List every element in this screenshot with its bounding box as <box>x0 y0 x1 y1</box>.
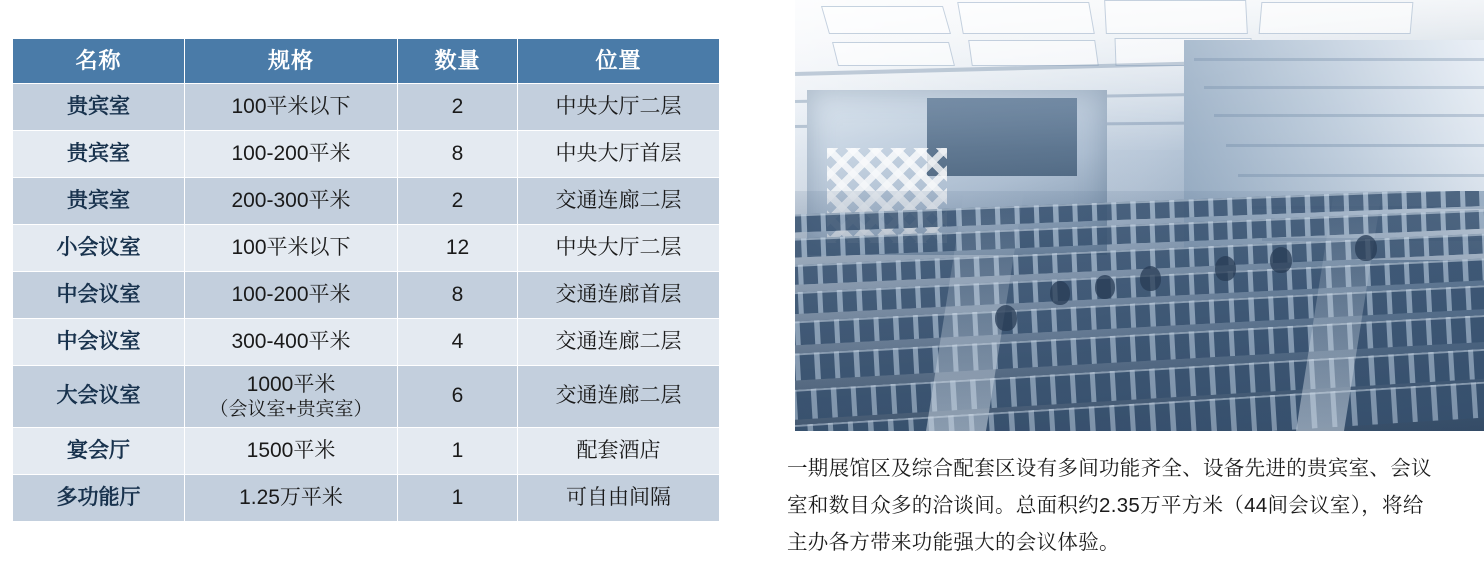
cell-spec: 1500平米 <box>185 428 398 475</box>
cell-qty: 2 <box>398 178 518 225</box>
cell-name: 大会议室 <box>13 366 185 428</box>
cell-location: 中央大厅首层 <box>518 131 720 178</box>
cell-name: 小会议室 <box>13 225 185 272</box>
cell-name: 多功能厅 <box>13 475 185 522</box>
cell-qty: 8 <box>398 272 518 319</box>
table-row <box>13 178 720 225</box>
column-header-name: 名称 <box>13 39 185 84</box>
auditorium-photo <box>795 0 1484 431</box>
cell-name: 贵宾室 <box>13 131 185 178</box>
cell-spec: 100-200平米 <box>185 272 398 319</box>
cell-spec: 100-200平米 <box>185 131 398 178</box>
table-row <box>13 84 720 131</box>
cell-qty: 1 <box>398 475 518 522</box>
table-row <box>13 319 720 366</box>
photo-caption <box>787 450 1477 561</box>
cell-location: 交通连廊首层 <box>518 272 720 319</box>
column-header-qty: 数量 <box>398 39 518 84</box>
table-row <box>13 475 720 522</box>
caption-line-3: 主办各方带来功能强大的会议体验。 <box>787 531 1120 554</box>
cell-spec <box>185 366 398 428</box>
column-header-spec: 规格 <box>185 39 398 84</box>
meeting-rooms-table-container <box>12 38 719 522</box>
table-row <box>13 225 720 272</box>
stage-screen <box>927 98 1077 176</box>
table-header-row <box>13 39 720 84</box>
cell-spec: 100平米以下 <box>185 84 398 131</box>
cell-spec: 100平米以下 <box>185 225 398 272</box>
cell-spec: 200-300平米 <box>185 178 398 225</box>
table-row <box>13 272 720 319</box>
cell-location: 中央大厅二层 <box>518 225 720 272</box>
table-row <box>13 131 720 178</box>
cell-location: 中央大厅二层 <box>518 84 720 131</box>
table-row <box>13 428 720 475</box>
cell-spec: 1.25万平米 <box>185 475 398 522</box>
cell-location: 配套酒店 <box>518 428 720 475</box>
cell-qty: 4 <box>398 319 518 366</box>
cell-name: 宴会厅 <box>13 428 185 475</box>
table-header <box>13 39 720 84</box>
cell-name: 贵宾室 <box>13 178 185 225</box>
cell-name: 中会议室 <box>13 272 185 319</box>
cell-name: 中会议室 <box>13 319 185 366</box>
cell-spec: 300-400平米 <box>185 319 398 366</box>
cell-qty: 12 <box>398 225 518 272</box>
cell-location: 交通连廊二层 <box>518 319 720 366</box>
seating-area <box>795 191 1484 431</box>
cell-spec-sub: （会议室+贵宾室） <box>209 398 373 420</box>
cell-spec-main: 1000平米 <box>246 372 336 396</box>
table-row <box>13 366 720 428</box>
meeting-rooms-table <box>12 38 720 522</box>
cell-location: 交通连廊二层 <box>518 366 720 428</box>
cell-location: 交通连廊二层 <box>518 178 720 225</box>
column-header-location: 位置 <box>518 39 720 84</box>
table-body <box>13 84 720 522</box>
cell-qty: 1 <box>398 428 518 475</box>
caption-line-1: 一期展馆区及综合配套区设有多间功能齐全、设备先进的贵宾室、会议 <box>787 457 1432 480</box>
cell-qty: 2 <box>398 84 518 131</box>
cell-location: 可自由间隔 <box>518 475 720 522</box>
caption-line-2: 室和数目众多的洽谈间。总面积约2.35万平方米（44间会议室），将给 <box>787 494 1424 517</box>
cell-qty: 6 <box>398 366 518 428</box>
cell-qty: 8 <box>398 131 518 178</box>
cell-name: 贵宾室 <box>13 84 185 131</box>
